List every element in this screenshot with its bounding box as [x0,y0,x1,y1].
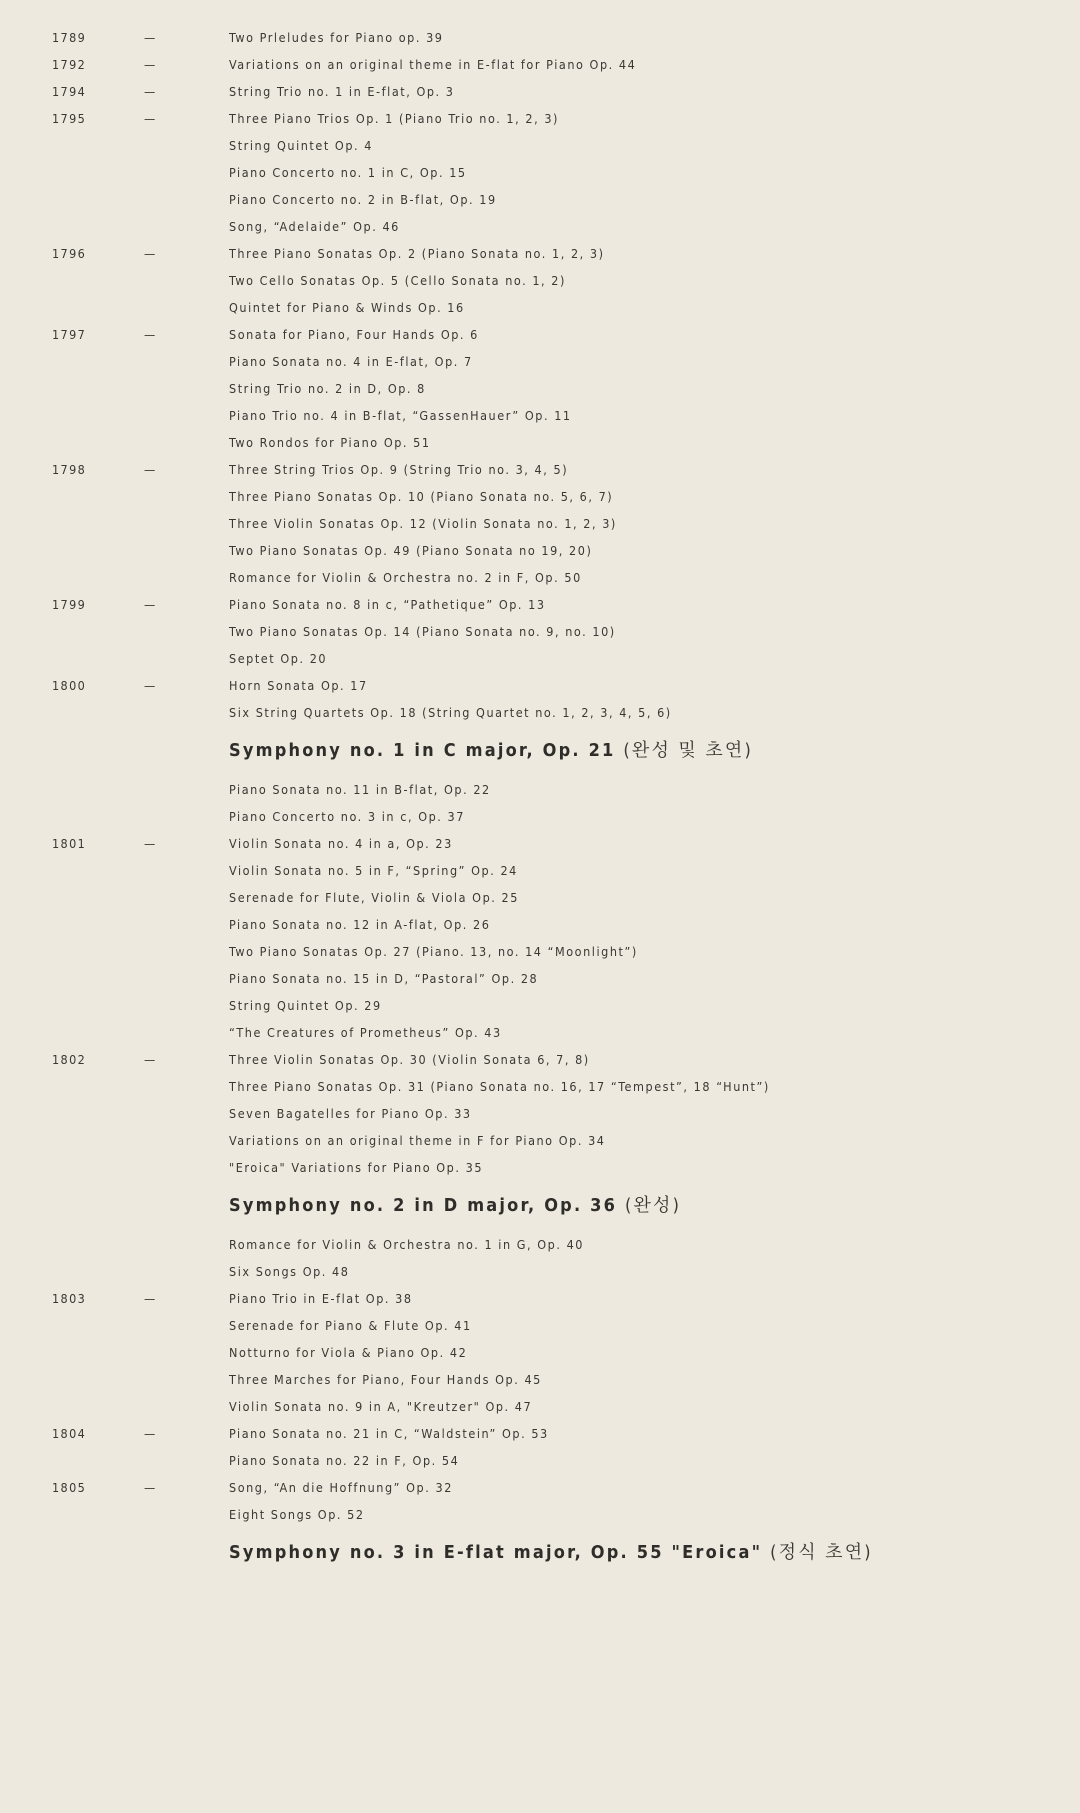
work-title [229,1258,349,1285]
work-entry [0,1366,1080,1393]
work-title [229,1285,413,1312]
work-title [229,1474,453,1501]
work-title-text: Piano Concerto no. 2 in B-flat, Op. 19 [229,192,497,207]
work-entry [0,1285,1080,1312]
work-title [229,267,566,294]
work-title-text: Three String Trios Op. 9 (String Trio no. 3, 4, 5) [229,462,569,477]
work-title-text: Three Piano Sonatas Op. 2 (Piano Sonata no. 1, 2, 3) [229,246,605,261]
work-entry [0,213,1080,240]
work-title-text: Piano Sonata no. 11 in B-flat, Op. 22 [229,782,491,797]
work-title [229,1127,605,1154]
work-title [229,645,327,672]
work-title-text: Three Violin Sonatas Op. 30 (Violin Sonata 6, 7, 8) [229,1052,590,1067]
work-title-text: "Eroica" Variations for Piano Op. 35 [229,1160,484,1175]
work-entry [0,348,1080,375]
work-entry [0,992,1080,1019]
work-title [229,672,368,699]
work-title-text: Two Piano Sonatas Op. 27 (Piano. 13, no. 14 “Moonlight”) [229,944,638,959]
work-title [229,1501,365,1528]
year-label: 1799 [52,597,87,612]
work-entry [0,1501,1080,1528]
work-title-text: Symphony no. 3 in E-flat major, Op. 55 "Eroica" [229,1542,763,1563]
work-title-text: Two Piano Sonatas Op. 14 (Piano Sonata no. 9, no. 10) [229,624,616,639]
year-label: 1801 [52,836,87,851]
work-title-text: String Trio no. 1 in E-flat, Op. 3 [229,84,455,99]
year-label: 1802 [52,1052,87,1067]
work-title [229,803,465,830]
year-dash: — [144,678,157,693]
work-title-text: Romance for Violin & Orchestra no. 2 in F, Op. 50 [229,570,582,585]
work-entry [0,618,1080,645]
work-title [229,1019,502,1046]
work-entry [0,24,1080,51]
work-title-text: Three Marches for Piano, Four Hands Op. 45 [229,1372,542,1387]
work-title-text: Eight Songs Op. 52 [229,1507,365,1522]
work-note: (완성) [624,1195,682,1216]
work-title-text: “The Creatures of Prometheus” Op. 43 [229,1025,502,1040]
year-dash: — [144,57,157,72]
work-title-text: Piano Sonata no. 15 in D, “Pastoral” Op. 28 [229,971,539,986]
work-title [229,591,546,618]
year-label: 1796 [52,246,87,261]
year-label: 1792 [52,57,87,72]
work-entry [0,294,1080,321]
work-title-text: Serenade for Piano & Flute Op. 41 [229,1318,472,1333]
year-dash: — [144,84,157,99]
work-title-text: Three Piano Sonatas Op. 31 (Piano Sonata no. 16, 17 “Tempest”, 18 “Hunt”) [229,1079,770,1094]
work-title-text: Two Piano Sonatas Op. 49 (Piano Sonata no 19, 20) [229,543,593,558]
work-title [229,348,473,375]
year-dash: — [144,111,157,126]
work-title [229,483,613,510]
work-entry [0,510,1080,537]
work-title-text: Symphony no. 1 in C major, Op. 21 [229,740,616,761]
work-entry [0,240,1080,267]
work-entry [0,645,1080,672]
work-title [229,830,453,857]
work-entry [0,1046,1080,1073]
year-dash: — [144,30,157,45]
work-title [229,132,373,159]
year-label: 1795 [52,111,87,126]
work-entry [0,1339,1080,1366]
year-dash: — [144,1480,157,1495]
work-title-text: Two Prleludes for Piano op. 39 [229,30,444,45]
work-entry [0,456,1080,483]
work-entry [0,51,1080,78]
work-title [229,375,426,402]
work-title-text: Sonata for Piano, Four Hands Op. 6 [229,327,479,342]
work-title-text: Septet Op. 20 [229,651,328,666]
year-dash: — [144,327,157,342]
work-title [229,965,538,992]
year-dash: — [144,836,157,851]
work-title [229,105,559,132]
symphony-title [229,1528,873,1578]
work-title [229,159,467,186]
work-title-text: Symphony no. 2 in D major, Op. 36 [229,1195,618,1216]
work-title [229,510,617,537]
work-entry [0,1019,1080,1046]
work-title-text: Quintet for Piano & Winds Op. 16 [229,300,465,315]
work-entry [0,186,1080,213]
work-entry [0,965,1080,992]
work-title [229,402,572,429]
work-entry [0,776,1080,803]
work-entry [0,830,1080,857]
work-entry [0,1258,1080,1285]
work-entry [0,267,1080,294]
work-entry [0,564,1080,591]
work-entry [0,537,1080,564]
work-entry [0,1100,1080,1127]
work-title [229,429,431,456]
work-title [229,699,672,726]
work-title-text: String Trio no. 2 in D, Op. 8 [229,381,426,396]
year-label: 1797 [52,327,87,342]
year-dash: — [144,1052,157,1067]
work-title [229,213,400,240]
work-title-text: Violin Sonata no. 9 in A, "Kreutzer" Op. 47 [229,1399,533,1414]
work-title [229,1046,590,1073]
work-entry [0,1420,1080,1447]
work-title [229,1366,542,1393]
work-title-text: Variations on an original theme in F for Piano Op. 34 [229,1133,606,1148]
work-entry [0,938,1080,965]
work-title-text: Two Cello Sonatas Op. 5 (Cello Sonata no. 1, 2) [229,273,566,288]
work-entry [0,1231,1080,1258]
work-entry [0,1073,1080,1100]
work-title [229,1393,532,1420]
work-title [229,911,490,938]
work-title [229,24,444,51]
year-dash: — [144,246,157,261]
work-title [229,1447,459,1474]
work-title [229,1339,467,1366]
work-entry [0,132,1080,159]
work-title [229,857,518,884]
work-title [229,186,497,213]
work-entry [0,1474,1080,1501]
work-title-text: Variations on an original theme in E-flat for Piano Op. 44 [229,57,637,72]
symphony-entry [0,726,1080,776]
work-entry [0,375,1080,402]
works-list [0,24,1080,1578]
work-title-text: Song, “An die Hoffnung” Op. 32 [229,1480,453,1495]
work-entry [0,1127,1080,1154]
work-title [229,78,455,105]
work-entry [0,1154,1080,1181]
work-title [229,321,479,348]
work-title [229,240,605,267]
work-title-text: Piano Sonata no. 22 in F, Op. 54 [229,1453,460,1468]
year-label: 1804 [52,1426,87,1441]
year-label: 1800 [52,678,87,693]
symphony-entry [0,1181,1080,1231]
work-entry [0,672,1080,699]
work-title-text: Violin Sonata no. 4 in a, Op. 23 [229,836,453,851]
work-title-text: Six Songs Op. 48 [229,1264,350,1279]
work-entry [0,483,1080,510]
work-title [229,564,582,591]
work-title [229,1154,483,1181]
work-title-text: Notturno for Viola & Piano Op. 42 [229,1345,468,1360]
work-entry [0,699,1080,726]
year-label: 1803 [52,1291,87,1306]
work-title-text: Song, “Adelaide” Op. 46 [229,219,400,234]
work-title-text: Seven Bagatelles for Piano Op. 33 [229,1106,472,1121]
work-title-text: Six String Quartets Op. 18 (String Quartet no. 1, 2, 3, 4, 5, 6) [229,705,672,720]
work-entry [0,1393,1080,1420]
symphony-title [229,726,753,776]
work-title-text: Piano Concerto no. 3 in c, Op. 37 [229,809,465,824]
work-entry [0,159,1080,186]
work-title-text: Piano Sonata no. 21 in C, “Waldstein” Op. 53 [229,1426,549,1441]
work-entry [0,78,1080,105]
work-title [229,1231,584,1258]
year-dash: — [144,1291,157,1306]
work-title [229,776,491,803]
work-entry [0,911,1080,938]
work-entry [0,105,1080,132]
work-title-text: Three Violin Sonatas Op. 12 (Violin Sonata no. 1, 2, 3) [229,516,617,531]
work-title [229,884,519,911]
work-title [229,456,568,483]
year-dash: — [144,462,157,477]
work-title-text: Horn Sonata Op. 17 [229,678,368,693]
work-title-text: Piano Sonata no. 4 in E-flat, Op. 7 [229,354,473,369]
work-entry [0,884,1080,911]
work-note: (완성 및 초연) [623,740,754,761]
work-title [229,537,592,564]
year-label: 1794 [52,84,87,99]
work-title-text: Piano Trio in E-flat Op. 38 [229,1291,413,1306]
year-label: 1789 [52,30,87,45]
work-title [229,618,616,645]
work-entry [0,429,1080,456]
work-entry [0,857,1080,884]
work-title-text: Romance for Violin & Orchestra no. 1 in G, Op. 40 [229,1237,585,1252]
work-entry [0,1447,1080,1474]
work-title [229,1073,770,1100]
year-dash: — [144,1426,157,1441]
year-label: 1798 [52,462,87,477]
work-entry [0,591,1080,618]
work-title [229,1420,549,1447]
symphony-entry [0,1528,1080,1578]
work-title [229,938,638,965]
work-title [229,992,382,1019]
work-title-text: Three Piano Trios Op. 1 (Piano Trio no. 1, 2, 3) [229,111,559,126]
work-title [229,1312,472,1339]
work-entry [0,803,1080,830]
year-label: 1805 [52,1480,87,1495]
work-title-text: Violin Sonata no. 5 in F, “Spring” Op. 24 [229,863,518,878]
work-title-text: Piano Sonata no. 12 in A-flat, Op. 26 [229,917,491,932]
work-title [229,294,465,321]
work-title-text: Three Piano Sonatas Op. 10 (Piano Sonata no. 5, 6, 7) [229,489,614,504]
work-note: (정식 초연) [770,1542,873,1563]
symphony-title [229,1181,681,1231]
work-title-text: String Quintet Op. 29 [229,998,382,1013]
work-entry [0,321,1080,348]
work-title [229,1100,472,1127]
work-title-text: Piano Sonata no. 8 in c, “Pathetique” Op. 13 [229,597,546,612]
year-dash: — [144,597,157,612]
work-title-text: Piano Trio no. 4 in B-flat, “GassenHauer” Op. 11 [229,408,572,423]
work-title-text: Two Rondos for Piano Op. 51 [229,435,431,450]
work-entry [0,402,1080,429]
work-entry [0,1312,1080,1339]
work-title-text: Serenade for Flute, Violin & Viola Op. 25 [229,890,519,905]
work-title-text: Piano Concerto no. 1 in C, Op. 15 [229,165,467,180]
work-title [229,51,636,78]
work-title-text: String Quintet Op. 4 [229,138,373,153]
